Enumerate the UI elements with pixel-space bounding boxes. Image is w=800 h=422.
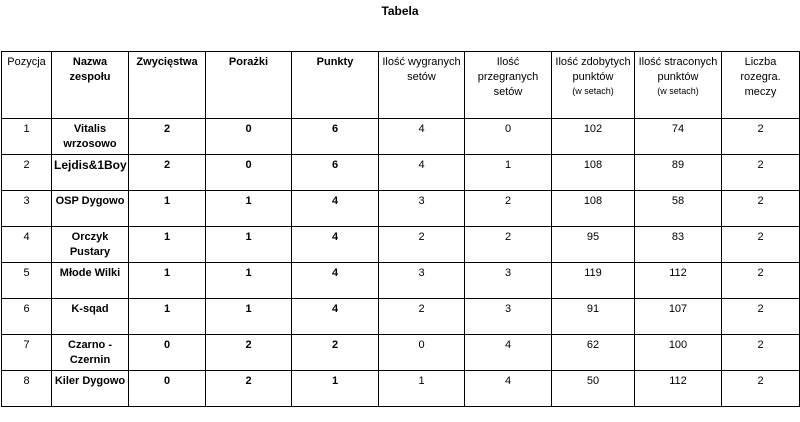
cell-points-conceded: 83 bbox=[635, 227, 722, 263]
cell-position: 4 bbox=[2, 227, 52, 263]
cell-sets-lost: 2 bbox=[465, 191, 552, 227]
cell-team-name: Czarno - Czernin bbox=[52, 335, 129, 371]
cell-points-conceded: 89 bbox=[635, 155, 722, 191]
cell-position: 3 bbox=[2, 191, 52, 227]
table-row bbox=[2, 119, 800, 155]
cell-losses: 2 bbox=[206, 335, 292, 371]
cell-losses: 0 bbox=[206, 119, 292, 155]
cell-position: 6 bbox=[2, 299, 52, 335]
header-row bbox=[2, 52, 800, 119]
cell-sets-won: 1 bbox=[379, 371, 465, 407]
cell-matches-played: 2 bbox=[722, 371, 800, 407]
column-header-subnote: (w setach) bbox=[572, 86, 614, 96]
cell-wins: 1 bbox=[129, 299, 206, 335]
cell-points-scored: 62 bbox=[552, 335, 635, 371]
table-row bbox=[2, 371, 800, 407]
cell-points-scored: 102 bbox=[552, 119, 635, 155]
cell-matches-played: 2 bbox=[722, 191, 800, 227]
cell-points: 2 bbox=[292, 335, 379, 371]
table-row bbox=[2, 263, 800, 299]
cell-team-name: Lejdis&1Boy bbox=[52, 155, 129, 191]
cell-wins: 0 bbox=[129, 371, 206, 407]
cell-points-scored: 91 bbox=[552, 299, 635, 335]
cell-points: 6 bbox=[292, 155, 379, 191]
cell-position: 1 bbox=[2, 119, 52, 155]
cell-points-conceded: 100 bbox=[635, 335, 722, 371]
cell-team-name: OSP Dygowo bbox=[52, 191, 129, 227]
cell-position: 5 bbox=[2, 263, 52, 299]
column-header-sets-lost: Ilość przegranych setów bbox=[465, 52, 552, 119]
cell-wins: 2 bbox=[129, 155, 206, 191]
cell-sets-won: 3 bbox=[379, 263, 465, 299]
cell-points-conceded: 112 bbox=[635, 263, 722, 299]
cell-position: 8 bbox=[2, 371, 52, 407]
column-header-points-scored: Ilość zdobytych punktów (w setach) bbox=[552, 52, 635, 119]
cell-losses: 1 bbox=[206, 191, 292, 227]
table-row bbox=[2, 299, 800, 335]
cell-sets-won: 3 bbox=[379, 191, 465, 227]
cell-sets-won: 0 bbox=[379, 335, 465, 371]
cell-points-scored: 108 bbox=[552, 155, 635, 191]
cell-points: 4 bbox=[292, 227, 379, 263]
cell-points-scored: 108 bbox=[552, 191, 635, 227]
cell-wins: 1 bbox=[129, 191, 206, 227]
cell-wins: 0 bbox=[129, 335, 206, 371]
cell-points-conceded: 107 bbox=[635, 299, 722, 335]
cell-sets-won: 4 bbox=[379, 155, 465, 191]
cell-points-conceded: 58 bbox=[635, 191, 722, 227]
cell-points: 4 bbox=[292, 263, 379, 299]
cell-sets-lost: 4 bbox=[465, 371, 552, 407]
cell-wins: 2 bbox=[129, 119, 206, 155]
cell-team-name: Vitalis wrzosowo bbox=[52, 119, 129, 155]
cell-points-conceded: 74 bbox=[635, 119, 722, 155]
column-header-team-name: Nazwa zespołu bbox=[52, 52, 129, 119]
cell-sets-lost: 3 bbox=[465, 263, 552, 299]
cell-team-name: Orczyk Pustary bbox=[52, 227, 129, 263]
cell-losses: 1 bbox=[206, 299, 292, 335]
cell-team-name: Kiler Dygowo bbox=[52, 371, 129, 407]
standings-table bbox=[1, 51, 800, 407]
cell-sets-lost: 3 bbox=[465, 299, 552, 335]
cell-matches-played: 2 bbox=[722, 155, 800, 191]
cell-team-name: Młode Wilki bbox=[52, 263, 129, 299]
column-header-position: Pozycja bbox=[2, 52, 52, 119]
column-header-matches-played: Liczba rozegra. meczy bbox=[722, 52, 800, 119]
cell-sets-lost: 2 bbox=[465, 227, 552, 263]
cell-sets-lost: 4 bbox=[465, 335, 552, 371]
cell-sets-lost: 1 bbox=[465, 155, 552, 191]
cell-matches-played: 2 bbox=[722, 227, 800, 263]
table-row bbox=[2, 191, 800, 227]
cell-position: 7 bbox=[2, 335, 52, 371]
cell-losses: 1 bbox=[206, 227, 292, 263]
cell-sets-won: 4 bbox=[379, 119, 465, 155]
column-header-wins: Zwycięstwa bbox=[129, 52, 206, 119]
cell-matches-played: 2 bbox=[722, 263, 800, 299]
cell-wins: 1 bbox=[129, 263, 206, 299]
cell-losses: 1 bbox=[206, 263, 292, 299]
cell-points-scored: 119 bbox=[552, 263, 635, 299]
cell-matches-played: 2 bbox=[722, 335, 800, 371]
cell-points: 6 bbox=[292, 119, 379, 155]
column-header-sets-won: Ilość wygranych setów bbox=[379, 52, 465, 119]
cell-points: 1 bbox=[292, 371, 379, 407]
cell-points: 4 bbox=[292, 299, 379, 335]
column-header-points-conceded: Ilość straconych punktów (w setach) bbox=[635, 52, 722, 119]
cell-wins: 1 bbox=[129, 227, 206, 263]
cell-losses: 0 bbox=[206, 155, 292, 191]
cell-sets-won: 2 bbox=[379, 299, 465, 335]
table-row bbox=[2, 227, 800, 263]
cell-sets-won: 2 bbox=[379, 227, 465, 263]
table-row bbox=[2, 155, 800, 191]
cell-points-scored: 50 bbox=[552, 371, 635, 407]
page-title: Tabela bbox=[381, 4, 419, 18]
cell-points-conceded: 112 bbox=[635, 371, 722, 407]
cell-position: 2 bbox=[2, 155, 52, 191]
cell-team-name: K-sqad bbox=[52, 299, 129, 335]
cell-matches-played: 2 bbox=[722, 119, 800, 155]
cell-points: 4 bbox=[292, 191, 379, 227]
table-row bbox=[2, 335, 800, 371]
column-header-subnote: (w setach) bbox=[657, 86, 699, 96]
cell-matches-played: 2 bbox=[722, 299, 800, 335]
cell-sets-lost: 0 bbox=[465, 119, 552, 155]
column-header-points: Punkty bbox=[292, 52, 379, 119]
cell-losses: 2 bbox=[206, 371, 292, 407]
cell-points-scored: 95 bbox=[552, 227, 635, 263]
column-header-losses: Porażki bbox=[206, 52, 292, 119]
